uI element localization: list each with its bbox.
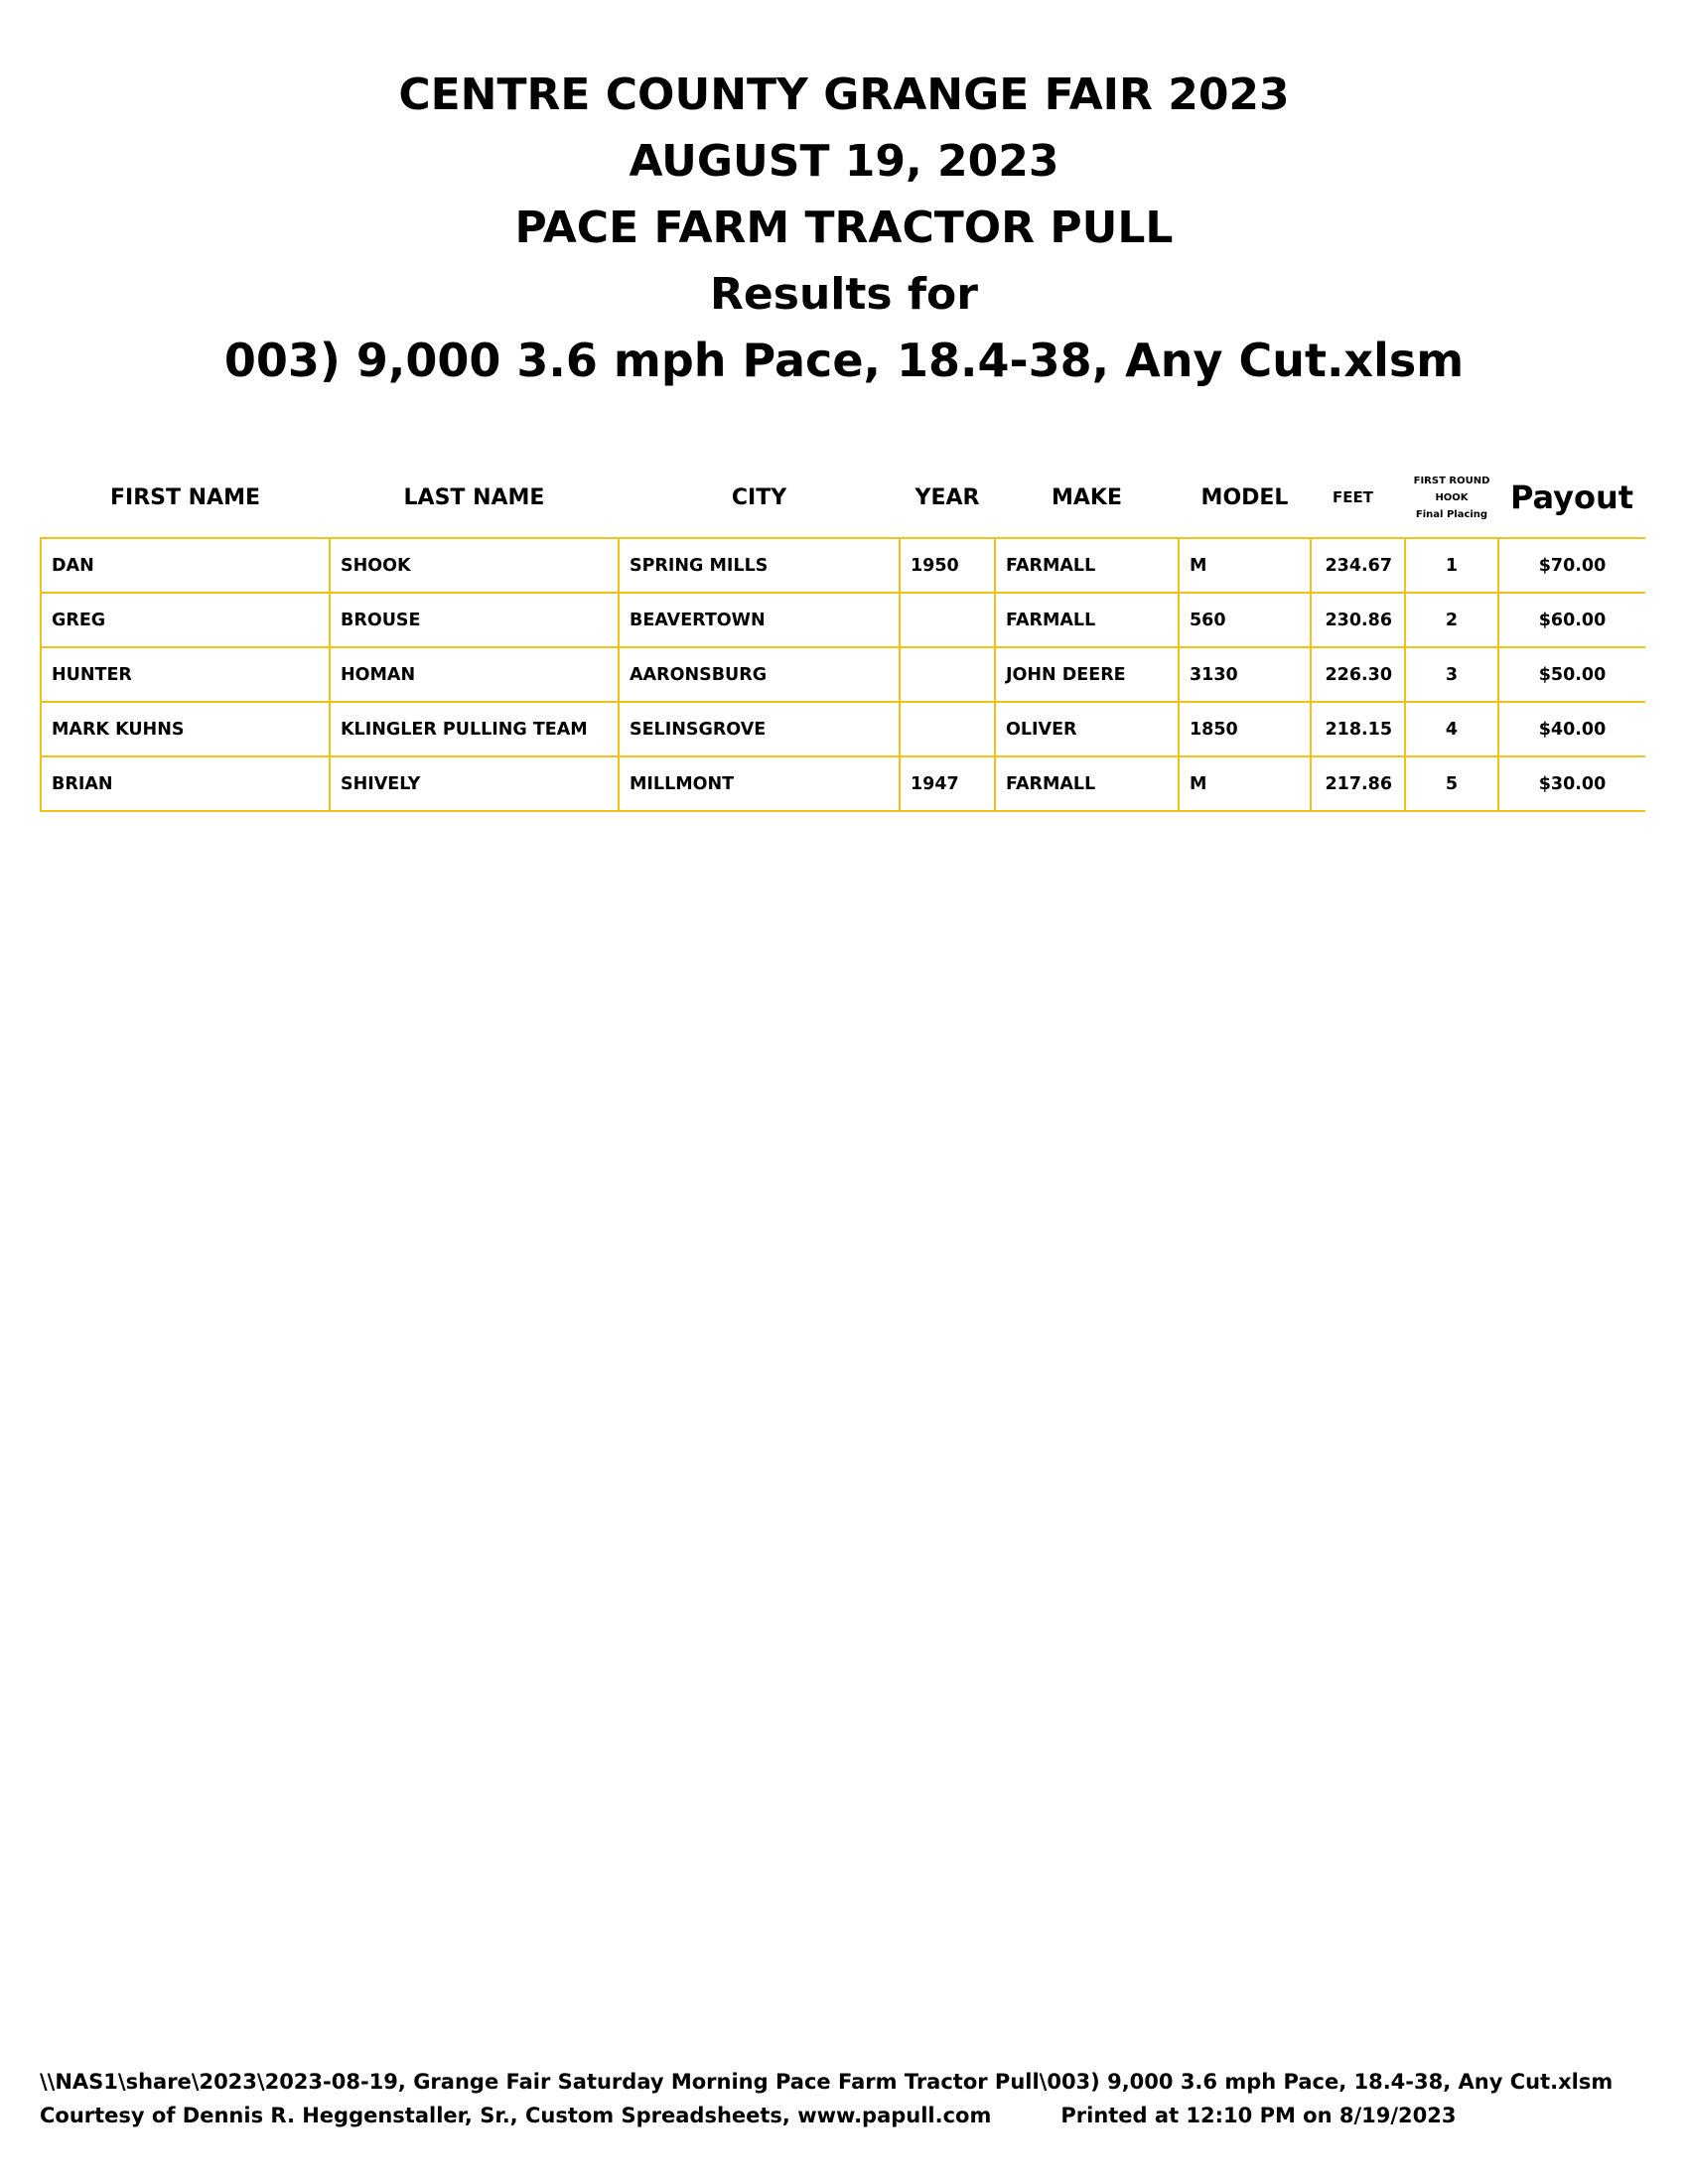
cell-last-name: SHIVELY [330, 756, 619, 811]
cell-city: BEAVERTOWN [619, 593, 900, 647]
cell-make: FARMALL [995, 538, 1179, 593]
cell-feet: 230.86 [1311, 593, 1405, 647]
results-table [40, 458, 1645, 812]
cell-feet: 234.67 [1311, 538, 1405, 593]
results-for-label: Results for [710, 269, 978, 320]
results-table-body [41, 538, 1645, 811]
cell-city: SPRING MILLS [619, 538, 900, 593]
footer-credits-line [40, 2099, 1613, 2132]
cell-city: MILLMONT [619, 756, 900, 811]
cell-year: 1950 [900, 538, 995, 593]
cell-city: SELINSGROVE [619, 702, 900, 756]
event-date: AUGUST 19, 2023 [629, 136, 1059, 187]
header-first-name: FIRST NAME [109, 484, 261, 510]
cell-feet: 226.30 [1311, 647, 1405, 702]
header-hook-line3: Final Placing [1415, 508, 1488, 520]
footer-printed-timestamp: Printed at 12:10 PM on 8/19/2023 [1060, 2104, 1457, 2127]
cell-year [900, 702, 995, 756]
footer-courtesy: Courtesy of Dennis R. Heggenstaller, Sr., Custom Spreadsheets, www.papull.com [40, 2104, 992, 2127]
header-model: MODEL [1200, 484, 1289, 510]
cell-place: 5 [1405, 756, 1498, 811]
table-row [41, 702, 1645, 756]
header-payout: Payout [1509, 478, 1634, 516]
header-hook-line2: HOOK [1435, 491, 1469, 503]
cell-make: OLIVER [995, 702, 1179, 756]
cell-last-name: KLINGLER PULLING TEAM [330, 702, 619, 756]
table-row [41, 647, 1645, 702]
fair-title: CENTRE COUNTY GRANGE FAIR 2023 [398, 69, 1290, 120]
header-last-name: LAST NAME [403, 484, 545, 510]
page-footer [40, 2065, 1613, 2132]
cell-last-name: HOMAN [330, 647, 619, 702]
cell-make: FARMALL [995, 756, 1179, 811]
cell-payout: $40.00 [1498, 702, 1645, 756]
header-year: YEAR [914, 484, 980, 510]
event-name: PACE FARM TRACTOR PULL [514, 203, 1174, 253]
table-row [41, 538, 1645, 593]
cell-first-name: BRIAN [41, 756, 330, 811]
cell-year [900, 647, 995, 702]
cell-model: 560 [1179, 593, 1311, 647]
cell-payout: $50.00 [1498, 647, 1645, 702]
header-hook-line1: FIRST ROUND [1413, 475, 1490, 486]
cell-make: JOHN DEERE [995, 647, 1179, 702]
table-row [41, 756, 1645, 811]
cell-feet: 217.86 [1311, 756, 1405, 811]
cell-make: FARMALL [995, 593, 1179, 647]
header-hook-placing [1405, 458, 1498, 538]
cell-place: 1 [1405, 538, 1498, 593]
header-city: CITY [731, 484, 787, 510]
cell-first-name: HUNTER [41, 647, 330, 702]
cell-payout: $60.00 [1498, 593, 1645, 647]
class-title: 003) 9,000 3.6 mph Pace, 18.4-38, Any Cut.xlsm [223, 334, 1465, 387]
header-make: MAKE [1052, 484, 1122, 510]
header-feet: FEET [1333, 488, 1373, 506]
page-title-block [0, 62, 1688, 394]
cell-model: M [1179, 538, 1311, 593]
cell-last-name: BROUSE [330, 593, 619, 647]
cell-place: 4 [1405, 702, 1498, 756]
cell-model: 3130 [1179, 647, 1311, 702]
cell-first-name: GREG [41, 593, 330, 647]
cell-city: AARONSBURG [619, 647, 900, 702]
footer-file-path: \\NAS1\share\2023\2023-08-19, Grange Fair Saturday Morning Pace Farm Tractor Pull\003) 9,000 3.6 mph Pace, 18.4-38, Any Cut.xlsm [40, 2070, 1614, 2094]
cell-feet: 218.15 [1311, 702, 1405, 756]
cell-year [900, 593, 995, 647]
cell-model: 1850 [1179, 702, 1311, 756]
cell-payout: $70.00 [1498, 538, 1645, 593]
table-row [41, 593, 1645, 647]
results-table-header [41, 458, 1645, 538]
cell-first-name: DAN [41, 538, 330, 593]
cell-payout: $30.00 [1498, 756, 1645, 811]
cell-place: 2 [1405, 593, 1498, 647]
cell-first-name: MARK KUHNS [41, 702, 330, 756]
cell-year: 1947 [900, 756, 995, 811]
cell-place: 3 [1405, 647, 1498, 702]
cell-last-name: SHOOK [330, 538, 619, 593]
header-row [41, 458, 1645, 538]
cell-model: M [1179, 756, 1311, 811]
